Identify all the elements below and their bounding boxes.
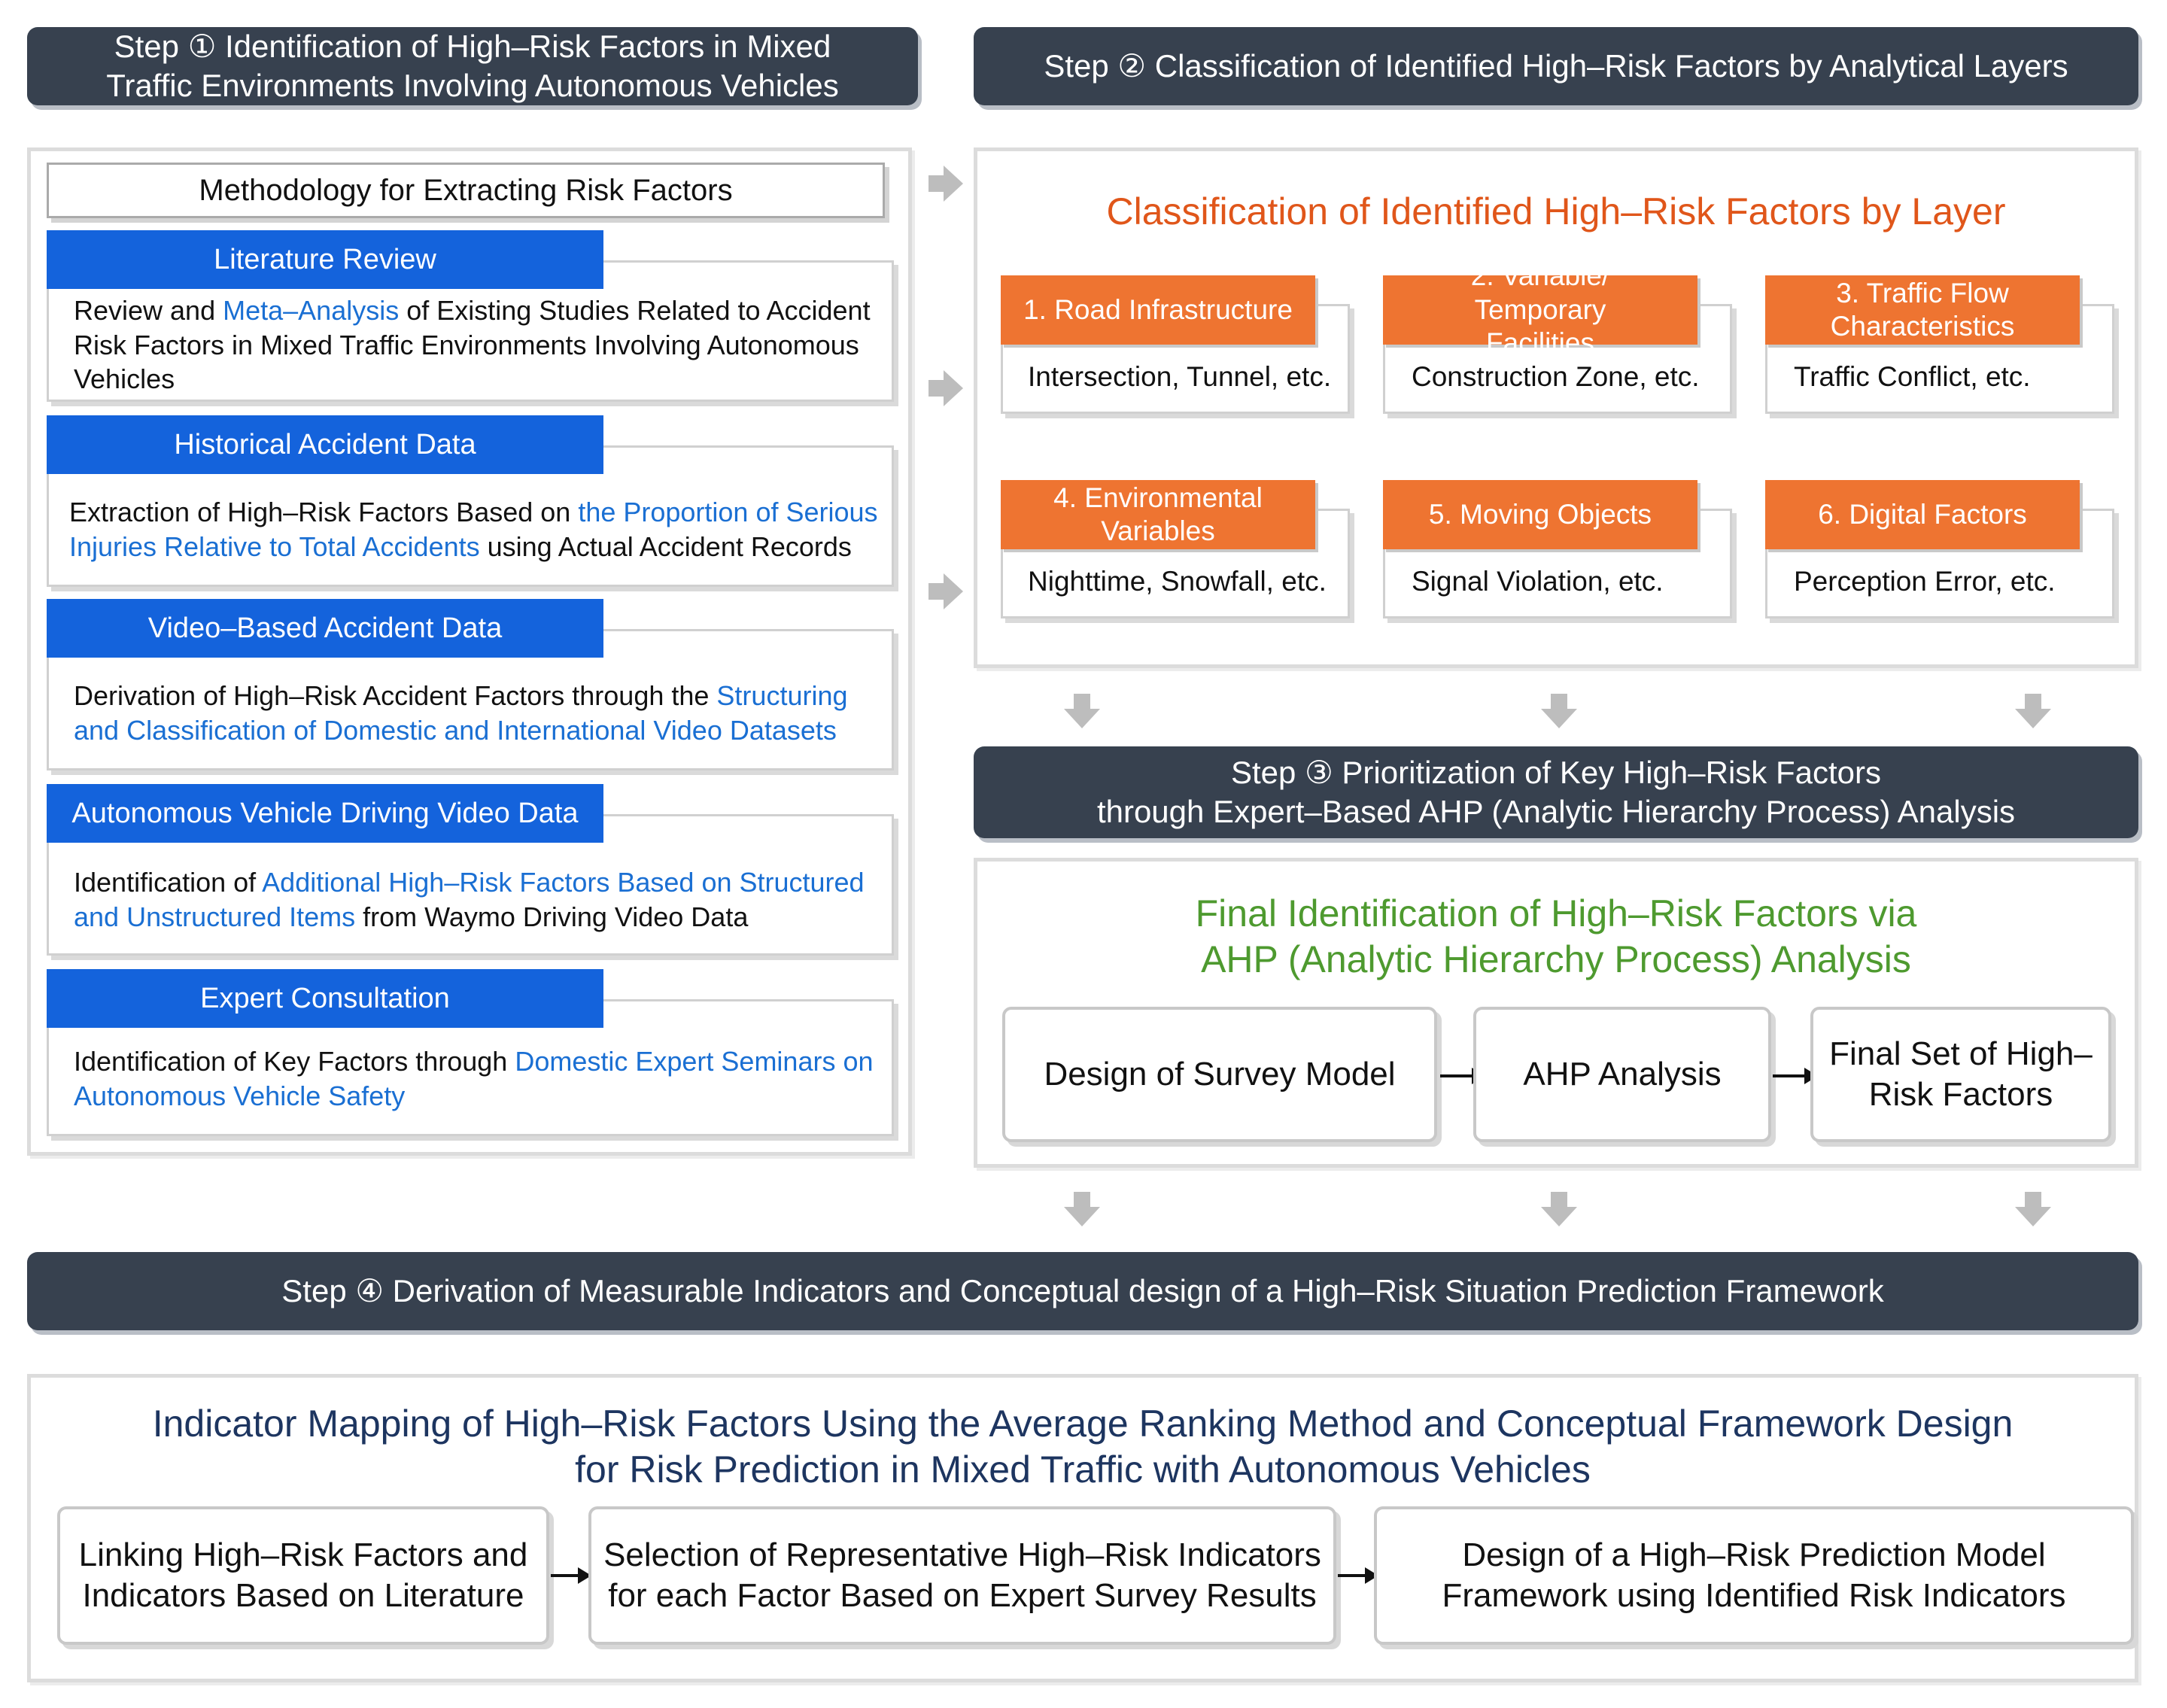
ahp-step-survey-model [1002, 1007, 1437, 1142]
step1-title-line2: Traffic Environments Involving Autonomous Vehicles [106, 68, 839, 103]
body-text: Identification of Key Factors through [74, 1046, 515, 1077]
step3-title-line1: Step ③ Prioritization of Key High–Risk Factors [1231, 754, 1881, 790]
indicator-step-selection [588, 1506, 1336, 1645]
arrow-down-icon [2015, 694, 2051, 730]
step2-header [974, 27, 2138, 105]
factor-label: 5. Moving Objects [1428, 498, 1652, 530]
source-text-historical [69, 495, 882, 564]
arrow-right-icon [1773, 1074, 1815, 1077]
source-label: Historical Accident Data [174, 428, 476, 460]
indicator-title-line2: for Risk Prediction in Mixed Traffic with Autonomous Vehicles [575, 1448, 1591, 1491]
factor-label: 6. Digital Factors [1818, 498, 2027, 530]
body-text: using Actual Accident Records [479, 530, 852, 562]
factor-label: 3. Traffic Flow Characteristics [1830, 277, 2015, 342]
factor-example: Perception Error, etc. [1794, 566, 2056, 597]
step4-title: Step ④ Derivation of Measurable Indicators and Conceptual design of a High–Risk Situation Prediction Framework [281, 1272, 1884, 1308]
highlight-text: Additional High–Risk Factors Based on Structured and Unstructured Items [74, 867, 865, 932]
body-text: Identification of [74, 867, 263, 898]
source-text-expert [74, 1044, 879, 1113]
factor-example: Intersection, Tunnel, etc. [1028, 361, 1332, 392]
highlight-text: Domestic Expert Seminars on Autonomous Vehicle Safety [74, 1046, 874, 1111]
classification-title: Classification of Identified High–Risk Factors by Layer [1106, 190, 2006, 232]
highlight-text: Structuring and Classification of Domestic and International Video Datasets [74, 680, 848, 746]
indicator-title-line1: Indicator Mapping of High–Risk Factors Using the Average Ranking Method and Conceptual Framework Design [152, 1403, 2014, 1445]
indicator-step-label: Design of a High–Risk Prediction Model Framework using Identified Risk Indicators [1442, 1536, 2066, 1614]
step1-header [27, 27, 918, 105]
arrow-right-icon [928, 573, 965, 609]
step3-title-line2: through Expert–Based AHP (Analytic Hierarchy Process) Analysis [1096, 794, 2016, 829]
arrow-right-icon [928, 166, 965, 202]
step3-header [974, 746, 2138, 838]
ahp-step-label: Final Set of High–Risk Factors [1829, 1035, 2093, 1113]
factor-header-temporary [1383, 260, 1697, 359]
factor-example: Nighttime, Snowfall, etc. [1028, 566, 1327, 597]
indicator-step-framework [1374, 1506, 2134, 1645]
factor-example: Construction Zone, etc. [1412, 361, 1700, 392]
arrow-down-icon [1541, 1192, 1577, 1228]
source-label: Autonomous Vehicle Driving Video Data [71, 797, 579, 829]
source-text-video [74, 679, 879, 747]
ahp-step-final-set [1810, 1007, 2111, 1142]
step1-title-line1: Step ① Identification of High–Risk Factors in Mixed [114, 28, 831, 64]
methodology-title-text: Methodology for Extracting Risk Factors [199, 173, 733, 207]
ahp-title-line2: AHP (Analytic Hierarchy Process) Analysis [1201, 938, 1911, 980]
body-text: Review and [74, 295, 223, 326]
highlight-text: the Proportion of Serious Injuries Relative to Total Accidents [69, 497, 878, 562]
ahp-step-label: Design of Survey Model [1044, 1056, 1396, 1093]
factor-header-road [1001, 275, 1315, 345]
indicator-step-linking [57, 1506, 549, 1645]
factor-label: 4. Environmental Variables [1053, 482, 1263, 546]
indicator-title [27, 1401, 2138, 1493]
indicator-step-label: Linking High–Risk Factors and Indicators Based on Literature [78, 1536, 528, 1614]
source-header-literature [47, 230, 603, 289]
arrow-down-icon [2015, 1192, 2051, 1228]
source-header-video [47, 599, 603, 658]
ahp-title [974, 891, 2138, 983]
factor-label: 1. Road Infrastructure [1023, 293, 1293, 325]
arrow-down-icon [1541, 694, 1577, 730]
step2-title: Step ② Classification of Identified High–Risk Factors by Analytical Layers [1044, 47, 2068, 84]
arrow-down-icon [1064, 694, 1100, 730]
highlight-text: Meta–Analysis [223, 295, 400, 326]
factor-header-environmental [1001, 480, 1315, 549]
ahp-step-label: AHP Analysis [1523, 1056, 1722, 1093]
body-text: from Waymo Driving Video Data [355, 901, 749, 932]
factor-example: Signal Violation, etc. [1412, 566, 1664, 597]
source-label: Expert Consultation [200, 982, 450, 1014]
source-label: Literature Review [214, 243, 436, 275]
ahp-step-analysis [1473, 1007, 1771, 1142]
body-text: of Existing Studies Related to Accident Risk Factors in Mixed Traffic Environments Involving Autonomous Vehicles [74, 295, 871, 395]
arrow-right-icon [551, 1574, 588, 1577]
source-header-av-driving [47, 784, 603, 843]
source-header-historical [47, 415, 603, 474]
ahp-title-line1: Final Identification of High–Risk Factors via [1195, 892, 1917, 935]
source-text-av-driving [74, 865, 879, 934]
arrow-down-icon [1064, 1192, 1100, 1228]
arrow-right-icon [1338, 1574, 1375, 1577]
body-text: Extraction of High–Risk Factors Based on [69, 497, 579, 527]
source-header-expert [47, 969, 603, 1028]
factor-example: Traffic Conflict, etc. [1794, 361, 2031, 392]
source-text-literature [74, 293, 879, 397]
source-label: Video–Based Accident Data [147, 612, 503, 644]
body-text: Derivation of High–Risk Accident Factors through the [74, 680, 717, 711]
factor-header-moving-objects [1383, 480, 1697, 549]
arrow-right-icon [928, 370, 965, 406]
indicator-step-label: Selection of Representative High–Risk Indicators for each Factor Based on Expert Survey Results [603, 1536, 1321, 1614]
step4-header [27, 1252, 2138, 1330]
factor-label: 2. Variable/ Temporary Facilities [1470, 260, 1610, 359]
factor-header-digital [1765, 480, 2080, 549]
factor-header-traffic-flow [1765, 275, 2080, 345]
methodology-title [47, 163, 885, 218]
